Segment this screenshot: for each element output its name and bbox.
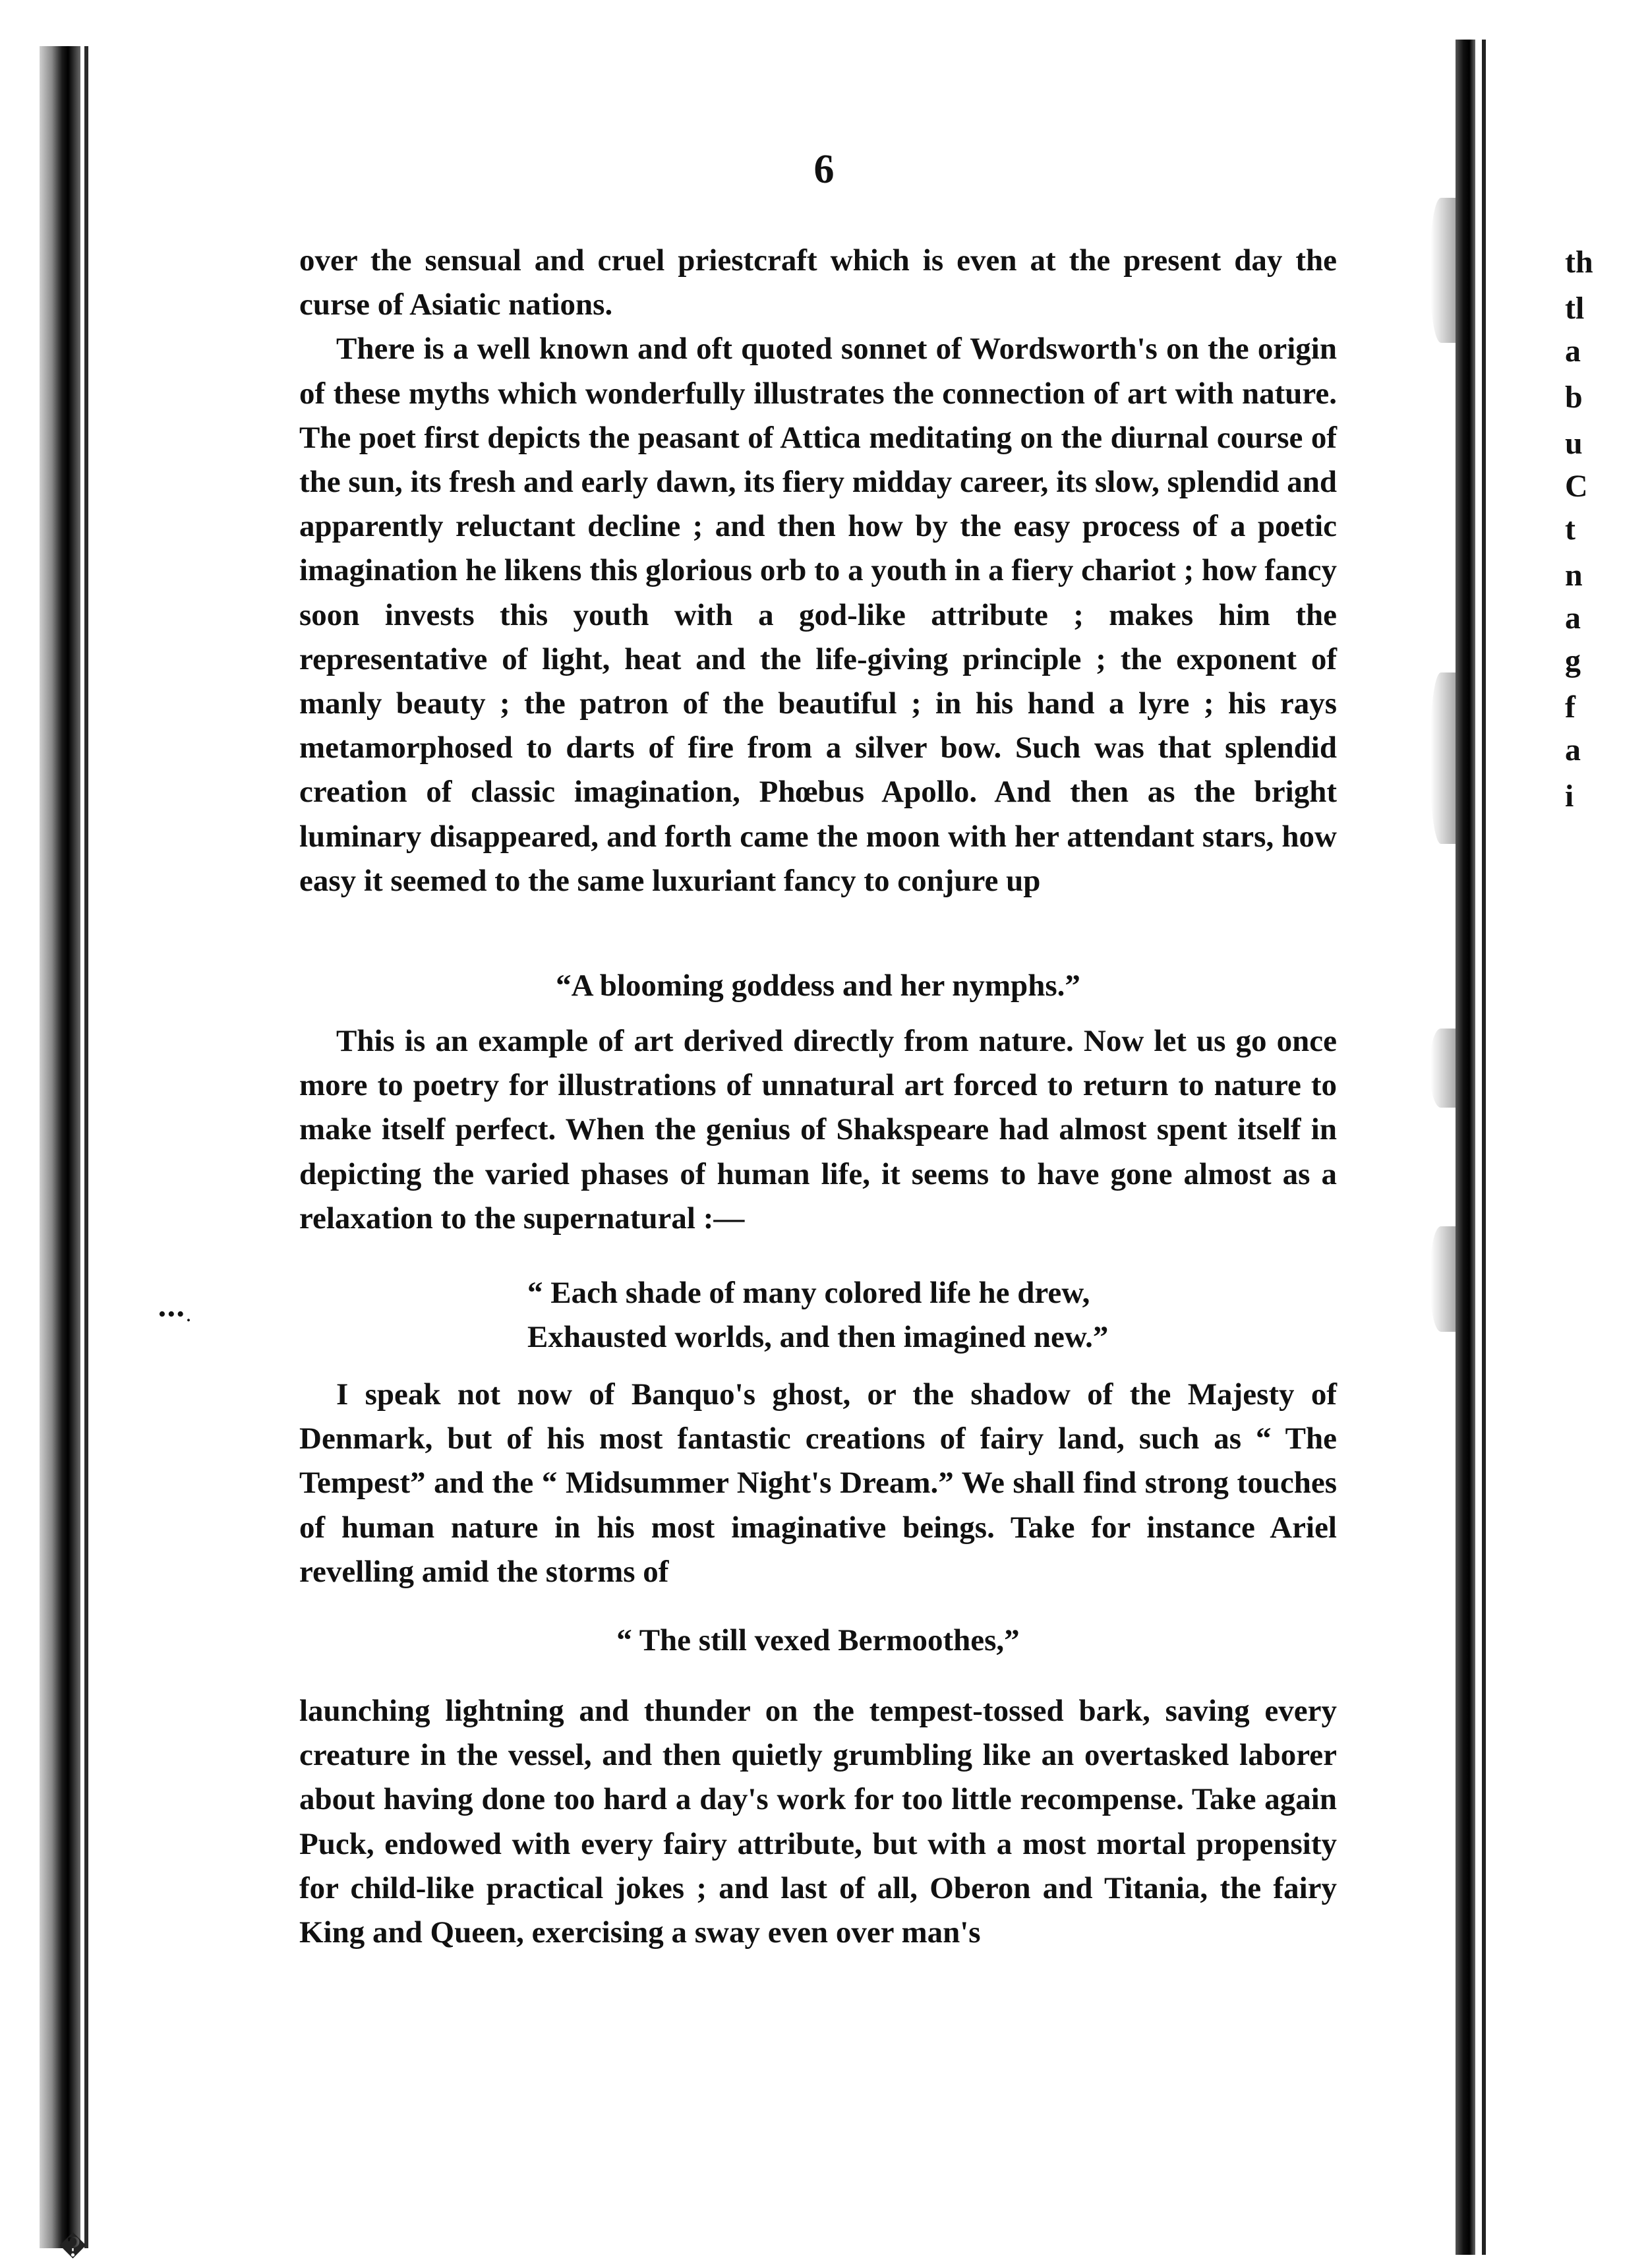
quotation: “A blooming goddess and her nymphs.” — [556, 969, 1080, 1003]
facing-fragment: tl — [1565, 291, 1585, 326]
paragraph: This is an example of art derived directly from nature. Now let us go once more to poetry for illustrations of unnatural art forced to return to nature to make itself perfect. When the genius of Shakspeare had almost spent itself in depicting the varied phases of human life, it seems to have gone almost as a relaxation to the supernatural :— — [299, 1024, 1337, 1236]
body-text-lower — [299, 1373, 1337, 1594]
body-text-bottom — [299, 1689, 1337, 1955]
scan-gutter — [1456, 40, 1475, 2255]
paragraph: I speak not now of Banquo's ghost, or the shadow of the Majesty of Denmark, but of his most fantastic creations of fairy land, such as “ The Tempest” and the “ Midsummer Night's Dream.” We shall find strong touches of human nature in his most imaginative beings. Take for instance Ariel revelling amid the storms of — [299, 1377, 1337, 1589]
paragraph: There is a well known and oft quoted sonnet of Wordsworth's on the origin of these myths which wonderfully illustrates the connection of art with nature. The poet first depicts the peasant of Attica meditating on the diurnal course of the sun, its fresh and early dawn, its fiery midday career, its slow, splendid and apparently reluctant decline ; and then how by the easy process of a poetic imagination he likens this glorious orb to a youth in a fiery chariot ; how fancy soon invests this youth with a god-like attribute ; makes him the representative of light, heat and the life-giving principle ; the exponent of manly beauty ; the patron of the beautiful ; in his hand a lyre ; his rays metamorphosed to darts of fire from a silver bow. Such was that splendid creation of classic imagination, Phœbus Apollo. And then as the bright luminary disappeared, and forth came the moon with her attendant stars, how easy it seemed to the same luxuriant fancy to conjure up — [299, 332, 1337, 898]
ink-bleed-shadow — [1430, 1226, 1457, 1332]
body-text-middle — [299, 1019, 1337, 1241]
facing-fragment: t — [1565, 512, 1575, 547]
stray-mark: � — [59, 2232, 87, 2262]
page-number: 6 — [813, 147, 835, 192]
scan-gutter-line — [1482, 40, 1486, 2255]
facing-fragment: b — [1565, 380, 1583, 415]
facing-fragment: C — [1565, 469, 1588, 504]
body-text-top — [299, 239, 1337, 903]
paragraph: launching lightning and thunder on the tempest-tossed bark, saving every creature in the vessel, and then quietly grumbling like an overtasked laborer about having done too hard a day's work for too little recompense. Take again Puck, endowed with every fairy attribute, but with a most mortal propensity for child-like practical jokes ; and last of all, Oberon and Titania, the fairy King and Queen, exercising a sway even over man's — [299, 1694, 1337, 1950]
ink-bleed-shadow — [1430, 198, 1457, 343]
quotation: “ The still vexed Bermoothes,” — [616, 1623, 1020, 1657]
scan-left-edge-line — [84, 46, 88, 2248]
facing-fragment: f — [1565, 690, 1575, 725]
facing-fragment: th — [1565, 245, 1593, 280]
facing-fragment: a — [1565, 601, 1581, 636]
facing-fragment: a — [1565, 334, 1581, 369]
facing-fragment: g — [1565, 643, 1581, 678]
facing-page-fragment — [1561, 0, 1593, 2268]
ink-bleed-shadow — [1430, 1029, 1457, 1108]
paragraph: over the sensual and cruel priestcraft which is even at the present day the curse of Asiatic nations. — [299, 243, 1337, 322]
facing-fragment: u — [1565, 426, 1583, 461]
scan-left-edge — [40, 46, 80, 2248]
verse-line: Exhausted worlds, and then imagined new.” — [527, 1320, 1109, 1354]
margin-dots: •••. — [158, 1302, 193, 1327]
verse-quotation — [527, 1271, 1252, 1359]
facing-fragment: n — [1565, 558, 1583, 593]
facing-fragment: a — [1565, 732, 1581, 767]
verse-line: “ Each shade of many colored life he drew, — [527, 1276, 1090, 1310]
facing-fragment: i — [1565, 779, 1574, 814]
ink-bleed-shadow — [1430, 672, 1457, 844]
